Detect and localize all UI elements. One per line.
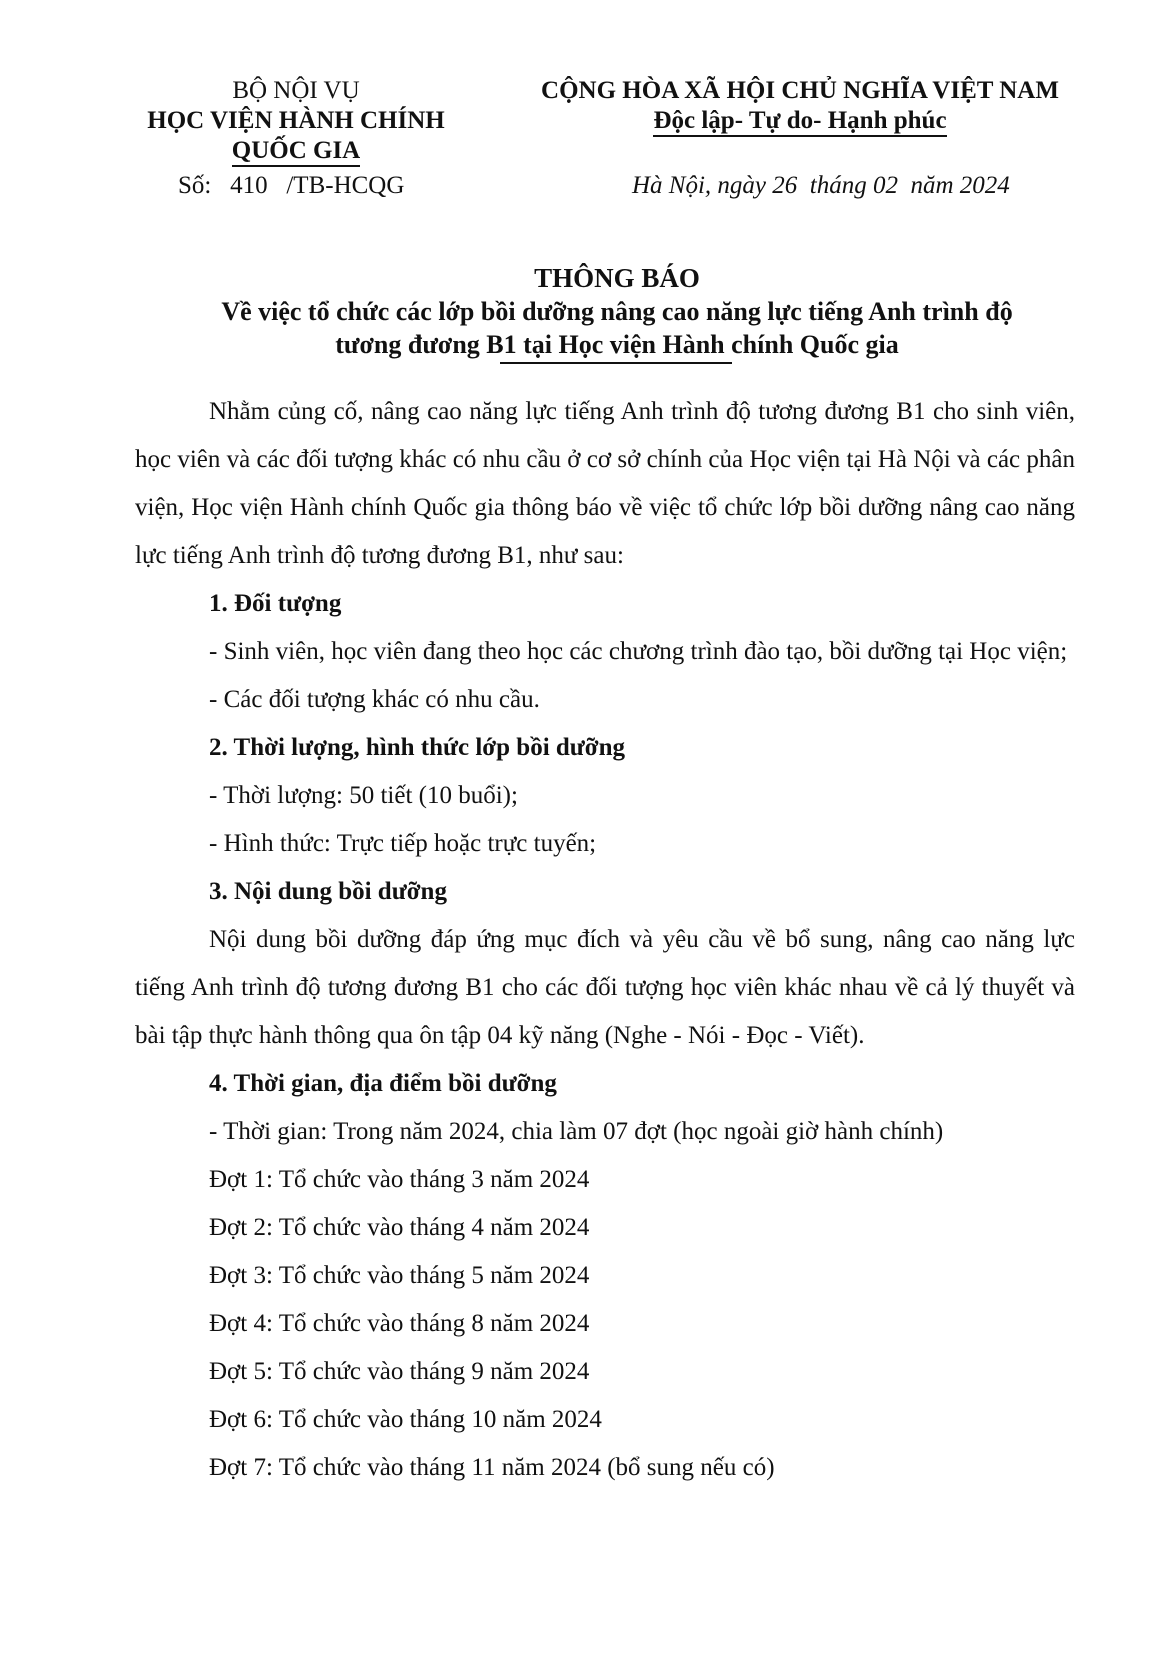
institution-name-line2: QUỐC GIA [232, 138, 360, 167]
round-item: Đợt 4: Tổ chức vào tháng 8 năm 2024 [209, 1310, 590, 1337]
section-4-heading: 4. Thời gian, địa điểm bồi dưỡng [209, 1070, 557, 1097]
issuer-block [118, 76, 474, 167]
section-2-heading: 2. Thời lượng, hình thức lớp bồi dưỡng [209, 734, 626, 761]
round-item: Đợt 3: Tổ chức vào tháng 5 năm 2024 [209, 1262, 590, 1289]
document-number: Số: 410 /TB-HCQG [178, 172, 405, 199]
title-main: THÔNG BÁO [534, 263, 700, 293]
round-item: Đợt 5: Tổ chức vào tháng 9 năm 2024 [209, 1358, 590, 1385]
institution-name-line1: HỌC VIỆN HÀNH CHÍNH [147, 107, 445, 134]
national-heading [500, 76, 1100, 137]
title-subject-line1: Về việc tổ chức các lớp bồi dưỡng nâng cao năng lực tiếng Anh trình độ [221, 297, 1013, 326]
round-item: Đợt 1: Tổ chức vào tháng 3 năm 2024 [209, 1166, 590, 1193]
document-title [120, 262, 1114, 361]
national-motto: Độc lập- Tự do- Hạnh phúc [653, 108, 946, 137]
intro-paragraph: Nhằm củng cố, nâng cao năng lực tiếng Anh trình độ tương đương B1 cho sinh viên, học viên và các đối tượng khác có nhu cầu ở cơ sở chính của Học viện tại Hà Nội và các phân viện, Học viện Hành chính Quốc gia thông báo về việc tổ chức lớp bồi dưỡng nâng cao năng lực tiếng Anh trình độ tương đương B1, như sau: [135, 398, 1075, 569]
section-2-item-1: - Thời lượng: 50 tiết (10 buổi); [209, 782, 518, 809]
round-item: Đợt 6: Tổ chức vào tháng 10 năm 2024 [209, 1406, 602, 1433]
country-name: CỘNG HÒA XÃ HỘI CHỦ NGHĨA VIỆT NAM [541, 77, 1059, 104]
section-3-heading: 3. Nội dung bồi dưỡng [209, 878, 447, 905]
title-subject-line2: tương đương B1 tại Học viện Hành chính Quốc gia [335, 330, 899, 359]
place-and-date: Hà Nội, ngày 26 tháng 02 năm 2024 [632, 172, 1010, 199]
round-item: Đợt 7: Tổ chức vào tháng 11 năm 2024 (bổ sung nếu có) [209, 1454, 775, 1481]
document-body [135, 388, 1075, 1492]
section-1-item-1: - Sinh viên, học viên đang theo học các chương trình đào tạo, bồi dưỡng tại Học viện; [209, 638, 1068, 665]
round-item: Đợt 2: Tổ chức vào tháng 4 năm 2024 [209, 1214, 590, 1241]
section-1-heading: 1. Đối tượng [209, 590, 342, 617]
title-underline [500, 362, 732, 364]
section-3-paragraph: Nội dung bồi dưỡng đáp ứng mục đích và yêu cầu về bổ sung, nâng cao năng lực tiếng Anh trình độ tương đương B1 cho các đối tượng học viên khác nhau về cả lý thuyết và bài tập thực hành thông qua ôn tập 04 kỹ năng (Nghe - Nói - Đọc - Viết). [135, 926, 1075, 1049]
section-2-item-2: - Hình thức: Trực tiếp hoặc trực tuyến; [209, 830, 597, 857]
section-1-item-2: - Các đối tượng khác có nhu cầu. [209, 686, 540, 713]
ministry-name: BỘ NỘI VỤ [232, 77, 360, 104]
section-4-time: - Thời gian: Trong năm 2024, chia làm 07 đợt (học ngoài giờ hành chính) [209, 1118, 944, 1145]
